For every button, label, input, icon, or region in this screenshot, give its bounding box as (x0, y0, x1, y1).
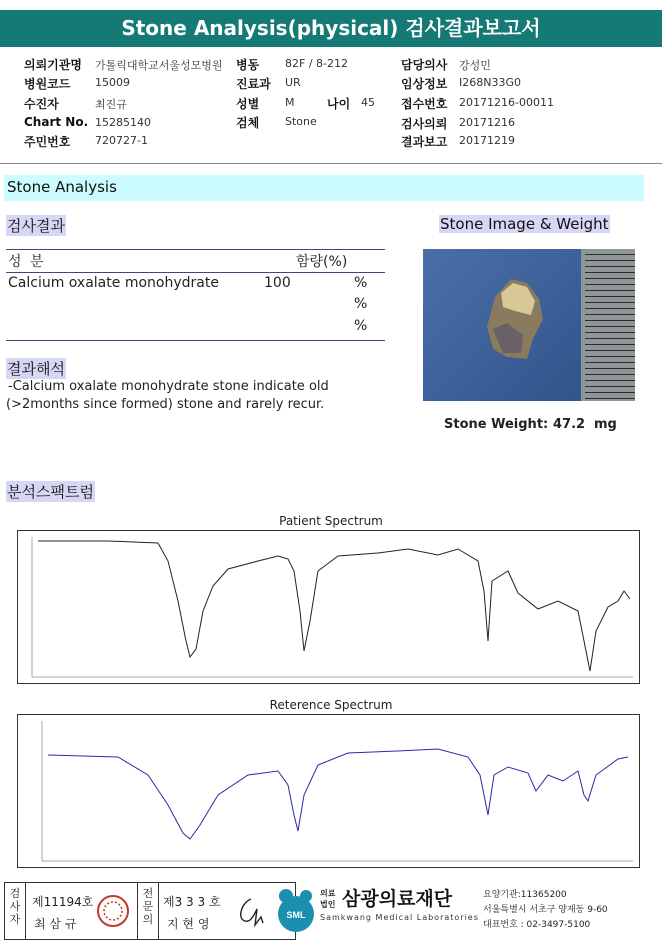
weight-label: Stone Weight: (444, 417, 549, 432)
examiner-seal (95, 893, 131, 929)
resident-value: 720727-1 (95, 134, 148, 147)
resident-label: 주민번호 (24, 135, 71, 149)
hospital-code-value: 15009 (95, 76, 130, 89)
reference-spectrum-plot (18, 715, 639, 867)
weight-unit: mg (594, 417, 617, 432)
result-value: 100 (264, 275, 291, 291)
results-heading: 검사결과 (7, 217, 65, 235)
header-divider (0, 163, 662, 164)
ward-value: 82F / 8-212 (285, 57, 348, 70)
clinical-label: 임상정보 (401, 77, 448, 91)
col-content: 함량(%) (296, 254, 348, 270)
stone-analysis-band (4, 175, 644, 201)
stone-shape (423, 249, 635, 401)
chart-no-label: Chart No. (24, 115, 89, 129)
examiner-no: 제11194호 (32, 895, 94, 909)
clinical-value: I268N33G0 (459, 76, 521, 89)
specialist-signature (231, 891, 271, 931)
ward-label: 병동 (236, 58, 260, 72)
address: 서울특별시 서초구 양재동 9-60 (483, 905, 608, 915)
institution-code: 요양기관:11365200 (483, 890, 567, 900)
examiner-label: 검사자 (9, 887, 21, 926)
signature-box (4, 882, 296, 940)
interpretation-line2: (>2months since formed) stone and rarely recur. (6, 397, 325, 412)
age-label: 나이 (327, 97, 351, 111)
interpretation-heading: 결과해석 (7, 360, 65, 378)
request-label: 검사의뢰 (401, 117, 448, 131)
receipt-label: 접수번호 (401, 97, 448, 111)
result-unit: % (354, 275, 368, 291)
report-title: Stone Analysis(physical) 검사결과보고서 (0, 10, 662, 47)
specimen-value: Stone (285, 115, 317, 128)
reference-spectrum-line (48, 749, 628, 839)
request-value: 20171216 (459, 116, 515, 129)
patient-spectrum-title: Patient Spectrum (279, 514, 383, 528)
stone-photo (423, 249, 635, 401)
dept-label: 진료과 (236, 77, 271, 91)
sex-value: M (285, 96, 295, 109)
sex-label: 성별 (236, 97, 260, 111)
patient-name-value: 최진규 (95, 98, 127, 111)
col-component: 성 분 (8, 254, 46, 270)
table-header-rule (6, 272, 385, 273)
chart-no-value: 15285140 (95, 116, 151, 129)
result-component: Calcium oxalate monohydrate (8, 275, 219, 291)
doctor-label: 담당의사 (401, 58, 448, 72)
interpretation-line1: -Calcium oxalate monohydrate stone indicate old (8, 379, 329, 394)
hospital-code-label: 병원코드 (24, 77, 71, 91)
patient-spectrum-frame (17, 530, 640, 684)
patient-spectrum-plot (18, 531, 639, 683)
sml-logo (272, 884, 318, 936)
specialist-no: 제3 3 3 호 (163, 895, 221, 909)
specimen-label: 검체 (236, 116, 260, 130)
report-date-value: 20171219 (459, 134, 515, 147)
report-date-label: 결과보고 (401, 135, 448, 149)
doctor-value: 강성민 (459, 59, 491, 72)
table-top-rule (6, 249, 385, 250)
result-unit: % (354, 296, 368, 312)
patient-spectrum-line (38, 541, 630, 671)
logo-text: SML (286, 910, 306, 920)
result-unit: % (354, 318, 368, 334)
age-value: 45 (361, 96, 375, 109)
reference-spectrum-frame (17, 714, 640, 868)
specialist-name: 지 현 영 (167, 917, 210, 931)
spectrum-heading: 분석스팩트럼 (7, 483, 94, 501)
dept-value: UR (285, 76, 301, 89)
org-prefix-top: 의료 (320, 889, 336, 898)
reference-spectrum-title: Reterence Spectrum (269, 698, 393, 712)
institution-value: 가톨릭대학교서울성모병원 (95, 59, 223, 72)
stone-image-heading: Stone Image & Weight (440, 215, 609, 233)
examiner-name: 최 삼 규 (34, 917, 77, 931)
receipt-value: 20171216-00011 (459, 96, 554, 109)
phone: 대표번호 : 02-3497-5100 (483, 920, 591, 930)
specialist-label: 전문의 (142, 887, 154, 926)
patient-name-label: 수진자 (24, 97, 59, 111)
org-name: 삼광의료재단 (342, 888, 453, 910)
institution-label: 의뢰기관명 (24, 58, 82, 72)
table-bottom-rule (6, 340, 385, 341)
org-prefix-bottom: 법인 (320, 900, 336, 909)
org-english: Samkwang Medical Laboratories (320, 913, 479, 922)
weight-value: 47.2 (553, 417, 586, 432)
stone-analysis-heading: Stone Analysis (7, 178, 117, 196)
